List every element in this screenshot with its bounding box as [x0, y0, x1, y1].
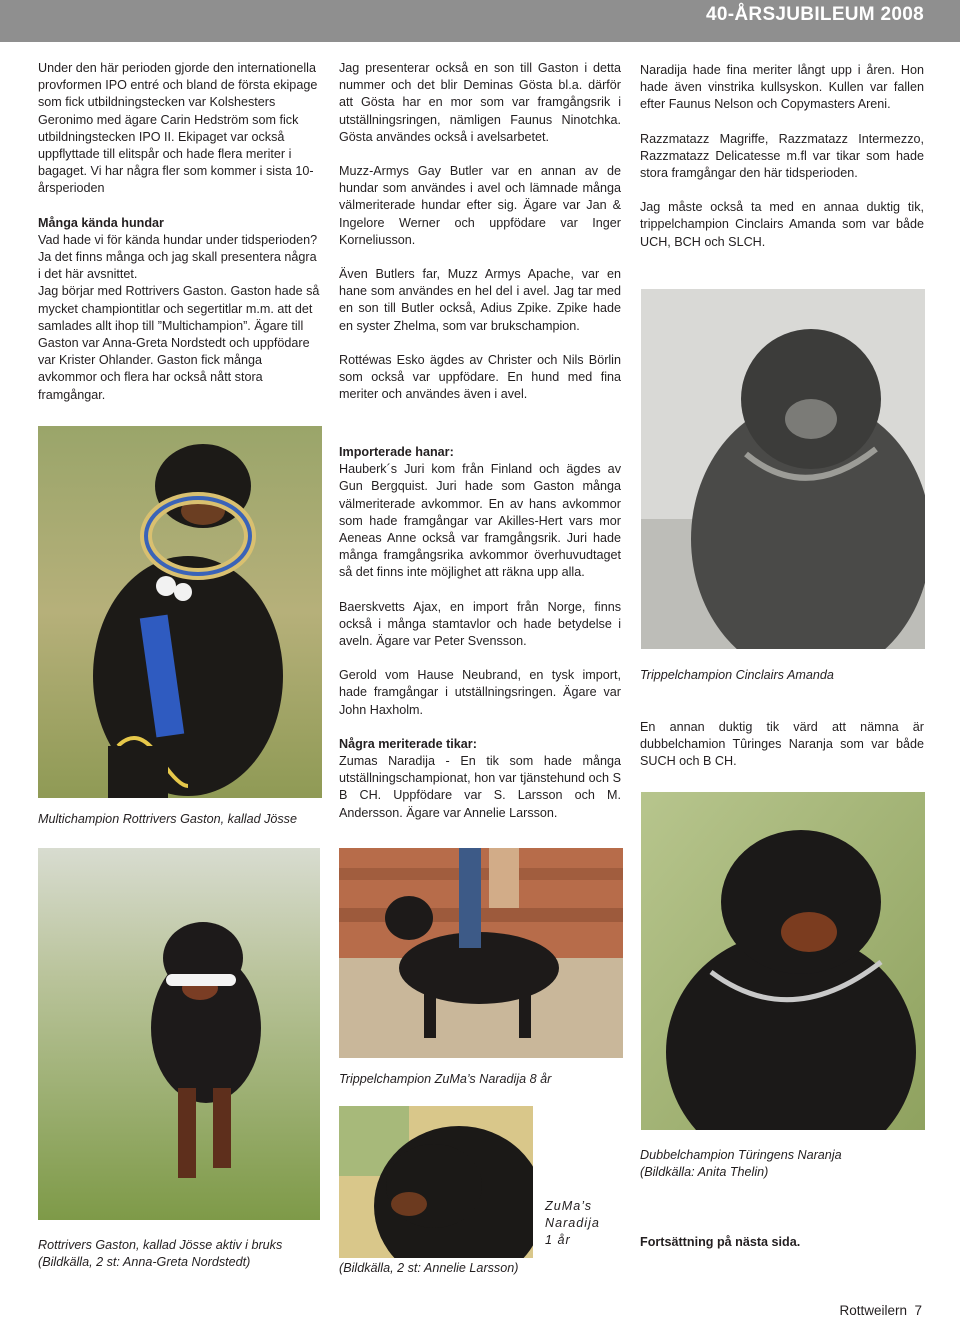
paragraph: Jag presenterar också en son till Gaston i detta nummer och det blir Deminas Gösta bl.a. därför att Gösta har en mor som var framgångsrik i utställningsringen, nämligen Faunus Ninotchka. Gösta användes också i avelsarbetet. [339, 61, 621, 144]
header-bar [0, 0, 960, 42]
page-title: 40-ÅRSJUBILEUM 2008 [706, 4, 924, 25]
paragraph: Rottéwas Esko ägdes av Christer och Nils Börlin som också var uppfödare. En hund med fina meriter och användes även i avel. [339, 352, 621, 402]
photo-gaston-wreath [38, 426, 322, 798]
paragraph: Zumas Naradija - En tik som hade många utställningschampionat, hon var tjänstehund och S B CH. Uppfödare var S. Larsson och M. Andersson. Ägare var Annelie Larsson. [339, 754, 621, 820]
paragraph: En annan duktig tik värd att nämna är dubbelchamion Tûringes Naranja som var både SUCH och B CH. [640, 720, 924, 769]
section-heading: Importerade hanar: [339, 445, 454, 459]
continuation-note: Fortsättning på nästa sida. [640, 1235, 801, 1249]
column-2-text-lower [339, 444, 621, 822]
caption-naranja: Dubbelchampion Türingens Naranja (Bildkälla: Anita Thelin) [640, 1148, 842, 1180]
page-footer: Rottweilern 7 [839, 1303, 922, 1318]
photo-naranja [641, 792, 925, 1130]
paragraph: Jag måste också ta med en annaa duktig tik, trippelchampion Cinclairs Amanda som var både UCH, BCH och SLCH. [640, 200, 924, 249]
photo-naradija-stand [339, 848, 623, 1058]
column-1-text [38, 60, 322, 404]
caption-gaston: Multichampion Rottrivers Gaston, kallad Jösse [38, 812, 297, 826]
paragraph: Naradija hade fina meriter långt upp i åren. Hon hade även vinstrika kullsyskon. Kullen var fallen efter Faunus Nelson och Copymasters Areni. [640, 63, 924, 112]
paragraph: Baerskvetts Ajax, en import från Norge, finns också i många stamtavlor och hade betydelse i aveln. Ägare var Peter Svensson. [339, 599, 621, 649]
section-heading: Många kända hundar [38, 215, 164, 230]
paragraph: Vad hade vi för kända hundar under tidsperioden? Ja det finns många och jag skall presentera några i det här avsnittet. [38, 232, 318, 282]
column-3-text [640, 62, 924, 251]
column-2-text-upper [339, 60, 621, 403]
paragraph: Hauberk´s Juri kom från Finland och ägdes av Gun Bergquist. Juri hade som Gaston många välmeriterade avkommor. En av hans avkommor som hade framgångar var Akilles-Hert vars mor Aeneas Anne också var framgångsrik. Juri hade många framgångsrika avkommor överhuvudtaget så det finns inte möjlighet att räkna upp alla. [339, 462, 621, 580]
photo-naradija-head [339, 1106, 533, 1258]
section-heading: Några meriterade tikar: [339, 736, 477, 751]
paragraph: Under den här perioden gjorde den internationella provformen IPO entré och bland de första ekipage som fick utbildningstecken var Kolshesters Geronimo med ägare Carin Hedström som fick utbildningstecken IPO II. Ekipaget var också uppflyttade till elitspår och hade flera meriter i bagaget. Vi har några fler som kommer i sista 10-årsperioden [38, 61, 318, 196]
paragraph: Jag börjar med Rottrivers Gaston. Gaston hade så mycket championtitlar och segertitlar m.m. att det samlades allt ihop till ”Multichampion”. Ägare till Gaston var Anna-Greta Nordstedt och uppfödare var Krister Ohlander. Gaston fick många avkommor och flera har också nått stora framgångar. [38, 284, 320, 402]
paragraph: Razzmatazz Magriffe, Razzmatazz Intermezzo, Razzmatazz Delicatesse m.fl var tikar som hade stora framgångar den här tidsperioden. [640, 131, 924, 181]
caption-amanda: Trippelchampion Cinclairs Amanda [640, 668, 834, 682]
paragraph: Muzz-Armys Gay Butler var en annan av de hundar som användes i avel och lämnade många välmeriterade hundar efter sig. Ägare var Jan & Ingelore Werner och uppfödare var Inger Korneliusson. [339, 164, 621, 247]
column-3-text-lower [640, 719, 924, 771]
photo-gaston-bruks [38, 848, 320, 1220]
paragraph: Även Butlers far, Muzz Armys Apache, var en hane som användes en hel del i avel. Jag tar med en son till Butler också, Adius Zpike. Zpike hade en syster Zhelma, som var brukschampion. [339, 267, 621, 333]
photo-amanda [641, 289, 925, 649]
caption-gaston-bruks: Rottrivers Gaston, kallad Jösse aktiv i bruks (Bildkälla, 2 st: Anna-Greta Nordstedt) [38, 1238, 283, 1270]
paragraph: Gerold vom Hause Neubrand, en tysk import, hade framgångar i utställningsringen. Ägare var John Haxholm. [339, 668, 621, 717]
caption-naradija-stand: Trippelchampion ZuMa’s Naradija 8 år [339, 1072, 552, 1086]
caption-naradija-head: ZuMa’s Naradija 1 år [545, 1199, 600, 1248]
caption-naradija-source: (Bildkälla, 2 st: Annelie Larsson) [339, 1261, 519, 1275]
